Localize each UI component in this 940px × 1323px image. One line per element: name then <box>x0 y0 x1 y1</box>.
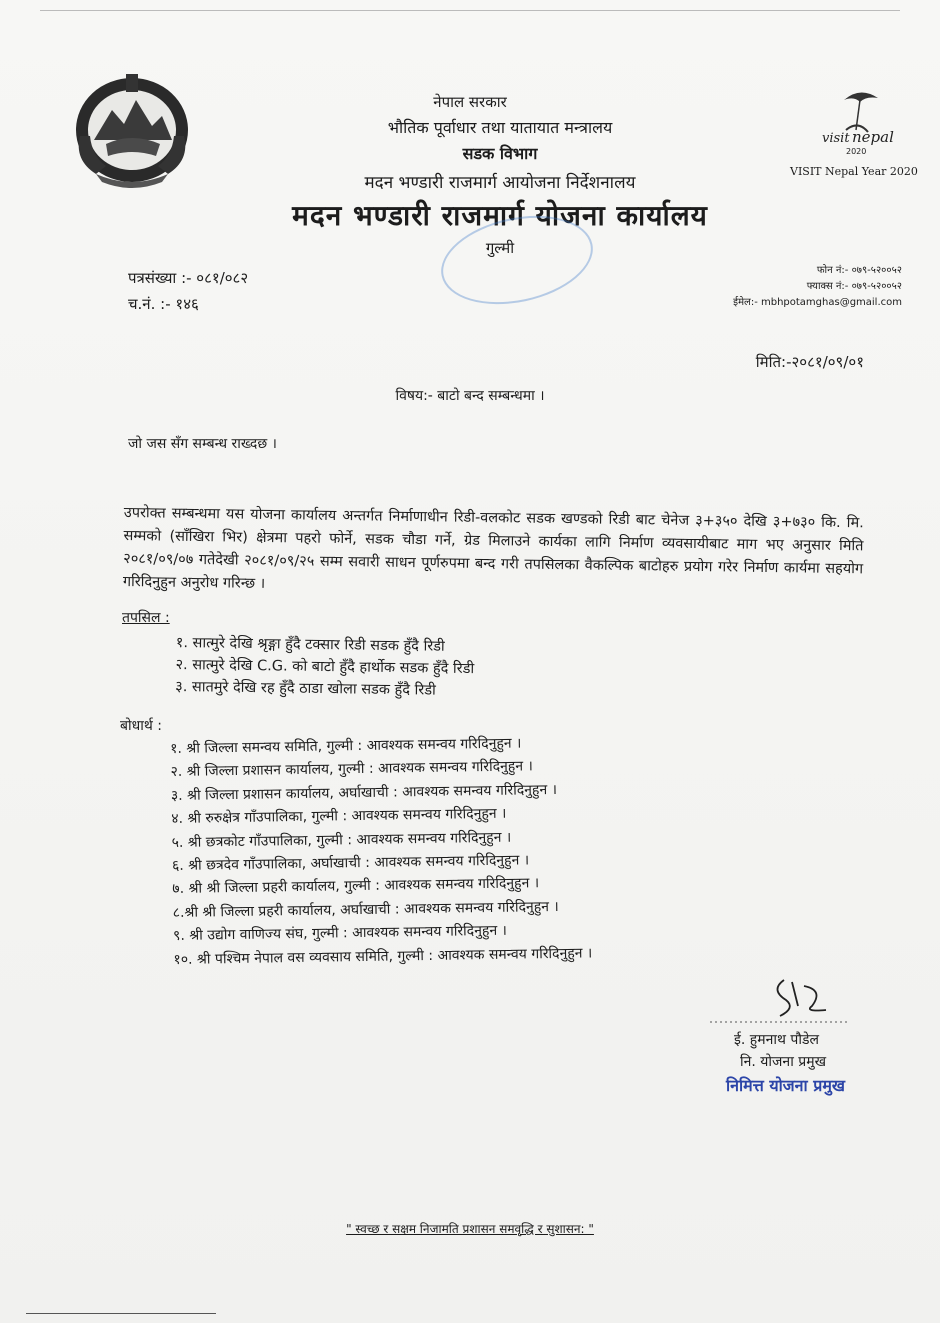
bodhartha-heading: बोधार्थ : <box>120 718 162 734</box>
bodhartha-list <box>170 731 592 972</box>
salutation: जो जस सँग सम्बन्ध राख्दछ । <box>128 436 277 452</box>
list-item: ५. श्री छत्रकोट गाँउपालिका, गुल्मी : आवश्यक समन्वय गरिदिनुहुन । <box>171 829 512 851</box>
list-item: ३. सातमुरे देखि रह हुँदै ठाडा खोला सडक हुँदै रिडी <box>175 678 436 699</box>
office-title: मदन भण्डारी राजमार्ग योजना कार्यालय <box>292 199 708 232</box>
phone-number: फोन नं:- ०७९-५२००५२ <box>816 265 902 276</box>
visit-nepal-text: VISIT Nepal Year 2020 <box>790 165 918 178</box>
list-item: ८.श्री श्री जिल्ला प्रहरी कार्यालय, अर्घाखाची : आवश्यक समन्वय गरिदिनुहुन । <box>172 898 559 921</box>
list-item: ६. श्री छत्रदेव गाँउपालिका, अर्घाखाची : आवश्यक समन्वय गरिदिनुहुन । <box>171 852 530 875</box>
signatory-title: नि. योजना प्रमुख <box>740 1054 827 1070</box>
list-item: ९. श्री उद्योग वाणिज्य संघ, गुल्मी : आवश्यक समन्वय गरिदिनुहुन । <box>172 922 508 945</box>
signatory-stamp: निमित्त योजना प्रमुख <box>726 1076 846 1095</box>
ministry-name: भौतिक पूर्वाधार तथा यातायात मन्त्रालय <box>387 118 613 137</box>
government-name: नेपाल सरकार <box>433 93 507 111</box>
svg-text:nepal: nepal <box>852 128 894 146</box>
tapsil-list <box>175 632 475 702</box>
list-item: ४. श्री रुरुक्षेत्र गाँउपालिका, गुल्मी : आवश्यक समन्वय गरिदिनुहुन । <box>171 805 507 828</box>
list-item: १०. श्री पश्चिम नेपाल वस व्यवसाय समिति, गुल्मी : आवश्यक समन्वय गरिदिनुहुन । <box>173 945 593 968</box>
letter-date: मिति:-२०८१/०९/०१ <box>755 353 864 371</box>
svg-text:visit: visit <box>822 131 850 146</box>
list-item: १. श्री जिल्ला समन्वय समिति, गुल्मी : आवश्यक समन्वय गरिदिनुहुन । <box>170 735 522 757</box>
body-paragraph: उपरोक्त सम्बन्धमा यस योजना कार्यालय अन्तर्गत निर्माणाधीन रिडी-वलकोट सडक खण्डको रिडी बाट चेनेज ३+३५० देखि ३+७३० कि. मि. सम्मको (साँखिरा भिर) क्षेत्रमा पहरो फोर्ने, सडक चौडा गर्ने, ग्रेड मिलाउने कार्यका लागि निर्माण व्यवसायीबाट माग भए अनुसार मिति २०८१/०९/०७ गतेदेखी २०८१/०९/२५ सम्म सवारी साधन पूर्णरुपमा बन्द गरी तपसिलका वैकल्पिक बाटोहरु प्रयोग गरेर निर्माण कार्यमा सहयोग गरिदिनुहुन अनुरोध गरिन्छ । <box>122 504 864 592</box>
district-name: गुल्मी <box>485 239 515 257</box>
tapsil-heading: तपसिल : <box>122 610 170 626</box>
email-address: ईमेल:- mbhpotamghas@gmail.com <box>733 297 902 308</box>
letter-number: पत्रसंख्या :- ०८१/०८२ <box>128 269 249 287</box>
signatory-name: ई. हुमनाथ पौडेल <box>734 1032 819 1048</box>
letter-subject: विषय:- बाटो बन्द सम्बन्धमा । <box>395 388 545 404</box>
top-divider <box>40 10 900 11</box>
svg-text:2020: 2020 <box>846 147 867 156</box>
directorate-name: मदन भण्डारी राजमार्ग आयोजना निर्देशनालय <box>364 173 636 193</box>
bottom-divider <box>26 1313 216 1314</box>
list-item: ७. श्री श्री जिल्ला प्रहरी कार्यालय, गुल्मी : आवश्यक समन्वय गरिदिनुहुन । <box>172 875 540 898</box>
list-item: २. श्री जिल्ला प्रशासन कार्यालय, गुल्मी : आवश्यक समन्वय गरिदिनुहुन । <box>170 758 533 781</box>
department-name: सडक विभाग <box>462 144 538 163</box>
list-item: १. सात्मुरे देखि श्रृङ्गा हुँदै टक्सार रिडी सडक हुँदै रिडी <box>175 634 445 655</box>
list-item: २. सात्मुरे देखि C.G. को बाटो हुँदै हार्थोक सडक हुँदै रिडी <box>175 656 475 678</box>
footer-text: " स्वच्छ र सक्षम निजामति प्रशासन समवृद्धि र सुशासन: " <box>346 1222 594 1236</box>
fax-number: फ्याक्स नं:- ०७९-५२००५२ <box>806 281 902 292</box>
list-item: ३. श्री जिल्ला प्रशासन कार्यालय, अर्घाखाची : आवश्यक समन्वय गरिदिनुहुन । <box>170 781 558 804</box>
footer-slogan <box>0 1220 940 1237</box>
dispatch-number: च.नं. :- १४६ <box>128 295 199 313</box>
